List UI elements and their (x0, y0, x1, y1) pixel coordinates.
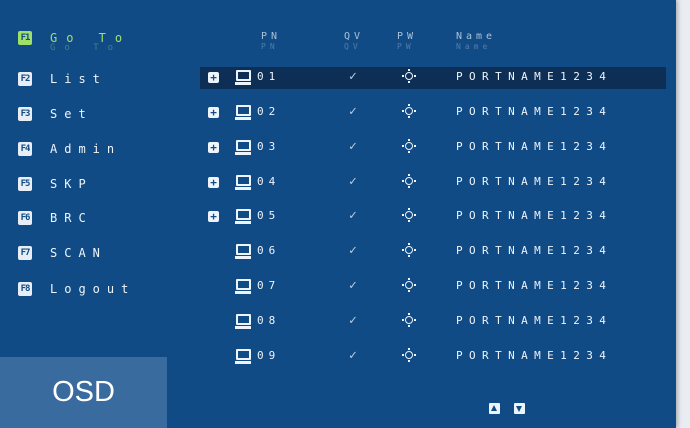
quick-view-check-icon[interactable]: ✓ (349, 243, 357, 258)
port-name[interactable]: PORTNAME1234 (456, 314, 613, 327)
port-number: 07 (257, 279, 281, 292)
port-number: 09 (257, 349, 281, 362)
expand-plus-icon[interactable]: + (208, 211, 219, 222)
fkey-label: SKP (50, 177, 93, 191)
port-name[interactable]: PORTNAME1234 (456, 209, 613, 222)
port-row[interactable] (200, 276, 666, 298)
port-row[interactable] (200, 206, 666, 228)
column-header-name-echo: Name (456, 42, 492, 51)
column-header-name: Name (456, 31, 497, 42)
power-sun-icon (403, 209, 415, 221)
fkey-scan[interactable] (18, 246, 107, 260)
port-name[interactable]: PORTNAME1234 (456, 175, 613, 188)
port-row[interactable] (200, 137, 666, 159)
f5-key-badge: F5 (18, 177, 32, 191)
column-header-pn: PN (261, 31, 282, 42)
port-row[interactable] (200, 67, 666, 89)
expand-plus-icon[interactable]: + (208, 107, 219, 118)
port-row[interactable] (200, 311, 666, 333)
quick-view-check-icon[interactable]: ✓ (349, 139, 357, 154)
expand-plus-icon[interactable]: + (208, 177, 219, 188)
port-row[interactable] (200, 241, 666, 263)
monitor-icon (235, 314, 251, 329)
monitor-icon (235, 349, 251, 364)
expand-plus-icon[interactable]: + (208, 142, 219, 153)
power-sun-icon (403, 140, 415, 152)
monitor-icon (235, 244, 251, 259)
fkey-set[interactable] (18, 107, 93, 121)
port-name[interactable]: PORTNAME1234 (456, 140, 613, 153)
up-arrow-icon (491, 405, 497, 411)
osd-label: OSD (0, 357, 167, 428)
fkey-label-echo: Go To (50, 43, 123, 53)
port-number: 08 (257, 314, 281, 327)
fkey-skp[interactable] (18, 177, 93, 191)
fkey-label: Admin (50, 142, 122, 156)
port-number: 05 (257, 209, 281, 222)
column-header-qv-echo: QV (344, 42, 362, 51)
port-row[interactable] (200, 346, 666, 368)
monitor-icon (235, 140, 251, 155)
port-number: 06 (257, 244, 281, 257)
f3-key-badge: F3 (18, 107, 32, 121)
fkey-list[interactable] (18, 72, 107, 86)
power-sun-icon (403, 105, 415, 117)
power-sun-icon (403, 175, 415, 187)
page-up-button[interactable] (489, 403, 500, 414)
expand-plus-icon[interactable]: + (208, 72, 219, 83)
quick-view-check-icon[interactable]: ✓ (349, 313, 357, 328)
page-down-button[interactable] (514, 403, 525, 414)
power-sun-icon (403, 244, 415, 256)
down-arrow-icon (516, 406, 522, 412)
quick-view-check-icon[interactable]: ✓ (349, 174, 357, 189)
port-row[interactable] (200, 172, 666, 194)
port-row[interactable] (200, 102, 666, 124)
fkey-label: Logout (50, 282, 136, 296)
f4-key-badge: F4 (18, 142, 32, 156)
quick-view-check-icon[interactable]: ✓ (349, 104, 357, 119)
port-name[interactable]: PORTNAME1234 (456, 244, 613, 257)
quick-view-check-icon[interactable]: ✓ (349, 208, 357, 223)
f7-key-badge: F7 (18, 246, 32, 260)
port-name[interactable]: PORTNAME1234 (456, 105, 613, 118)
f2-key-badge: F2 (18, 72, 32, 86)
monitor-icon (235, 279, 251, 294)
power-sun-icon (403, 279, 415, 291)
column-header-qv: QV (344, 31, 365, 42)
monitor-icon (235, 209, 251, 224)
fkey-label: SCAN (50, 246, 107, 260)
port-name[interactable]: PORTNAME1234 (456, 349, 613, 362)
monitor-icon (235, 175, 251, 190)
quick-view-check-icon[interactable]: ✓ (349, 348, 357, 363)
fkey-label: Set (50, 107, 93, 121)
f8-key-badge: F8 (18, 282, 32, 296)
f1-key-badge: F1 (18, 31, 32, 45)
column-header-pw: PW (397, 31, 418, 42)
monitor-icon (235, 105, 251, 120)
fkey-label: BRC (50, 211, 93, 225)
port-number: 02 (257, 105, 281, 118)
column-header-pw-echo: PW (397, 42, 415, 51)
power-sun-icon (403, 349, 415, 361)
port-name[interactable]: PORTNAME1234 (456, 279, 613, 292)
power-sun-icon (403, 314, 415, 326)
quick-view-check-icon[interactable]: ✓ (349, 69, 357, 84)
quick-view-check-icon[interactable]: ✓ (349, 278, 357, 293)
monitor-icon (235, 70, 251, 85)
fkey-logout[interactable] (18, 282, 135, 296)
column-header-pn-echo: PN (261, 42, 279, 51)
fkey-label: Go To (50, 31, 132, 45)
f6-key-badge: F6 (18, 211, 32, 225)
fkey-admin[interactable] (18, 142, 121, 156)
port-number: 01 (257, 70, 281, 83)
fkey-brc[interactable] (18, 211, 93, 225)
port-number: 03 (257, 140, 281, 153)
power-sun-icon (403, 70, 415, 82)
fkey-label: List (50, 72, 107, 86)
port-number: 04 (257, 175, 281, 188)
port-name[interactable]: PORTNAME1234 (456, 70, 613, 83)
